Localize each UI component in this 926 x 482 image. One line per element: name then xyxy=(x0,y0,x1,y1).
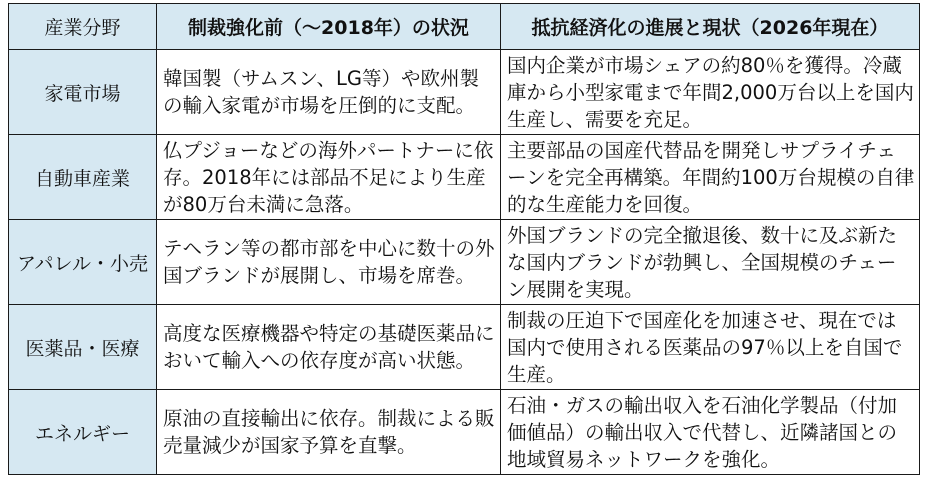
row-now: 石油・ガスの輸出収入を石油化学製品（付加価値品）の輸出収入で代替し、近隣諸国との地域貿易ネットワークを強化。 xyxy=(501,390,920,475)
table-row xyxy=(9,220,920,305)
table-row xyxy=(9,50,920,135)
header-before: 制裁強化前（～2018年）の状況 xyxy=(157,4,501,50)
row-field: アパレル・小売 xyxy=(9,220,157,305)
row-before: 高度な医療機器や特定の基礎医薬品において輸入への依存度が高い状態。 xyxy=(157,305,501,390)
row-before: テヘラン等の都市部を中心に数十の外国ブランドが展開し、市場を席巻。 xyxy=(157,220,501,305)
row-before: 韓国製（サムスン、LG等）や欧州製の輸入家電が市場を圧倒的に支配。 xyxy=(157,50,501,135)
row-now: 国内企業が市場シェアの約80％を獲得。冷蔵庫から小型家電まで年間2,000万台以上を国内生産し、需要を充足。 xyxy=(501,50,920,135)
table-row xyxy=(9,305,920,390)
row-field: 家電市場 xyxy=(9,50,157,135)
table-row xyxy=(9,390,920,475)
header-field: 産業分野 xyxy=(9,4,157,50)
comparison-table-container xyxy=(8,3,919,475)
table-row xyxy=(9,135,920,220)
row-now: 主要部品の国産代替品を開発しサプライチェーンを完全再構築。年間約100万台規模の自律的な生産能力を回復。 xyxy=(501,135,920,220)
row-now: 制裁の圧迫下で国産化を加速させ、現在では国内で使用される医薬品の97％以上を自国で生産。 xyxy=(501,305,920,390)
row-now: 外国ブランドの完全撤退後、数十に及ぶ新たな国内ブランドが勃興し、全国規模のチェーン展開を実現。 xyxy=(501,220,920,305)
header-now: 抵抗経済化の進展と現状（2026年現在） xyxy=(501,4,920,50)
row-before: 仏プジョーなどの海外パートナーに依存。2018年には部品不足により生産が80万台未満に急落。 xyxy=(157,135,501,220)
row-before: 原油の直接輸出に依存。制裁による販売量減少が国家予算を直撃。 xyxy=(157,390,501,475)
comparison-table xyxy=(8,3,920,475)
table-header-row xyxy=(9,4,920,50)
row-field: 医薬品・医療 xyxy=(9,305,157,390)
row-field: エネルギー xyxy=(9,390,157,475)
row-field: 自動車産業 xyxy=(9,135,157,220)
